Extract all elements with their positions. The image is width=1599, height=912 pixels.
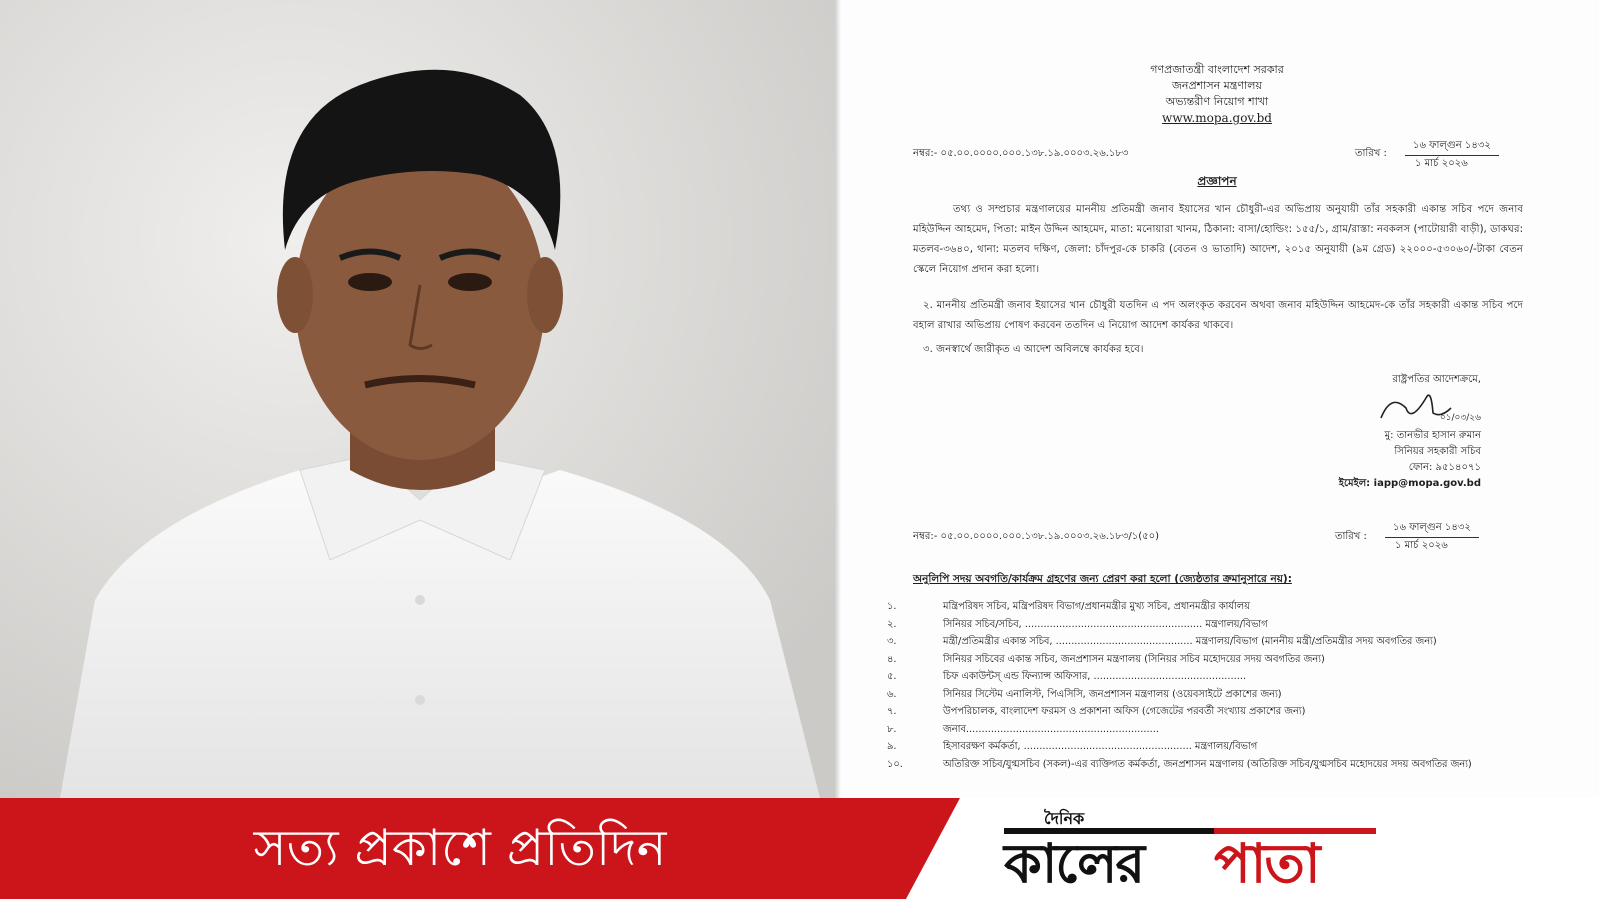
list-item: ১. মন্ত্রিপরিষদ সচিব, মন্ত্রিপরিষদ বিভাগ/প্রধানমন্ত্রীর মুখ্য সচিব, প্রধানমন্ত্রীর কার্যালয় [887,601,1250,612]
notice-title: প্রজ্ঞাপন [1197,174,1237,188]
signature-date: ০১/০৩/২৬ [1439,413,1481,423]
memo-number: নম্বর:- ০৫.০০.০০০০.০০০.১৩৮.১৯.০০০৩.২৬.১৮৩ [913,148,1129,159]
copy-list [887,598,1567,790]
list-item: ৯. হিসাবরক্ষণ কর্মকর্তা, ...................................................... মন্ত্রণালয়/বিভাগ [887,741,1258,752]
header-website: www.mopa.gov.bd [1162,111,1272,125]
date-bangla: ১৬ ফাল্গুন ১৪৩২ [1405,138,1499,156]
list-item: ৪. সিনিয়র সচিবের একান্ত সচিব, জনপ্রশাসন মন্ত্রণালয় (সিনিয়র সচিব মহোদয়ের সদয় অবগতির জন্য) [887,653,1325,665]
list-item: ৬. সিনিয়র সিস্টেম এনালিস্ট, পিএসিসি, জনপ্রশাসন মন্ত্রণালয় (ওয়েবসাইটে প্রকাশের জন্য) [887,688,1282,700]
date-gregorian-2: ১ মার্চ ২০২৬ [1395,540,1448,551]
copy-list-heading: অনুলিপি সদয় অবগতি/কার্যক্রম গ্রহণের জন্য প্রেরণ করা হলো (জ্যেষ্ঠতার ক্রমানুসারে নয়): [913,573,1292,585]
list-item: ৩. মন্ত্রী/প্রতিমন্ত্রীর একান্ত সচিব, ............................................ মন্ত্রণালয়/বিভাগ (মাননীয় মন্ত্রী/প্রতিমন্ত্রীর সদয় অবগতির জন্য) [887,636,1437,647]
memo-number-2: নম্বর:- ০৫.০০.০০০০.০০০.১৩৮.১৯.০০০৩.২৬.১৮৩/১(৫০) [913,531,1160,542]
government-notice-document [835,0,1599,798]
logo-small-text: দৈনিক [1044,809,1085,828]
list-item: ২. সিনিয়র সচিব/সচিব, ......................................................... মন্ত্রণালয়/বিভাগ [887,618,1268,630]
signatory-email: ইমেইল: iapp@mopa.gov.bd [1338,478,1481,489]
logo-part-1: কালের [1004,831,1144,895]
portrait-illustration [0,0,835,798]
signatory-phone: ফোন: ৯৫১৪০৭১ [1408,462,1481,473]
signatory-designation: সিনিয়র সহকারী সচিব [1394,446,1481,457]
paragraph-2: ২. মাননীয় প্রতিমন্ত্রী জনাব ইয়াসের খান চৌধুরী যতদিন এ পদ অলংকৃত করবেন অথবা জনাব মহিউদ্দিন আহমেদ-কে তাঁর সহকারী একান্ত সচিব পদে বহাল রাখার অভিপ্রায় পোষণ করবেন ততদিন এ নিয়োগ আদেশ কার্যকর থাকবে। [913,300,1523,331]
header-line-1: গণপ্রজাতন্ত্রী বাংলাদেশ সরকার [1150,63,1284,76]
logo-part-2: পাতা [1214,831,1319,895]
document-header [835,62,1599,126]
newspaper-logo [1004,806,1384,896]
date-label-2: তারিখ : [1335,531,1367,542]
paragraph-3: ৩. জনস্বার্থে জারীকৃত এ আদেশ অবিলম্বে কার্যকর হবে। [923,344,1144,355]
paragraph-1: তথ্য ও সম্প্রচার মন্ত্রণালয়ের মাননীয় প্রতিমন্ত্রী জনাব ইয়াসের খান চৌধুরী-এর অভিপ্রায় অনুযায়ী তাঁর সহকারী একান্ত সচিব পদে জনাব মহিউদ্দিন আহমেদ, পিতা: মাইন উদ্দিন আহমেদ, মাতা: মনোয়ারা খানম, ঠিকানা: বাসা/হোল্ডিং: ১৫৫/১, গ্রাম/রাস্তা: নবকলস (পাটোয়ারী বাড়ী), ডাকঘর: মতলব-৩৬৪০, থানা: মতলব দক্ষিণ, জেলা: চাঁদপুর-কে চাকরি (বেতন ও ভাতাদি) আদেশ, ২০১৫ অনুযায়ী (৯ম গ্রেড) ২২০০০-৫৩০৬০/-টাকা বেতন স্কেলে নিয়োগ প্রদান করা হলো। [913,204,1523,275]
portrait-photo [0,0,835,798]
list-item: ৮. জনাব.............................................................. [887,723,1159,735]
header-line-2: জনপ্রশাসন মন্ত্রণালয় [1172,79,1262,92]
list-item: ৫. চিফ একাউন্টস্ এন্ড ফিন্যান্স অফিসার, ................................................. [887,671,1247,682]
date-label: তারিখ : [1355,148,1387,159]
signatory-name: মু: তানভীর হাসান রুমান [1384,430,1481,441]
list-item: ৭. উপপরিচালক, বাংলাদেশ ফরমস ও প্রকাশনা অফিস (গেজেটের পরবর্তী সংখ্যায় প্রকাশের জন্য) [887,706,1306,717]
slogan-text: সত্য প্রকাশে প্রতিদিন [253,819,667,877]
date-bangla-2: ১৬ ফাল্গুন ১৪৩২ [1385,520,1479,538]
list-item: ১০. অতিরিক্ত সচিব/যুগ্মসচিব (সকল)-এর ব্যক্তিগত কর্মকর্তা, জনপ্রশাসন মন্ত্রণালয় (অতিরিক্ত সচিব/যুগ্মসচিব মহোদয়ের সদয় অবগতির জন্য) [887,758,1472,770]
header-line-3: অভ্যন্তরীণ নিয়োগ শাখা [1165,95,1269,108]
signature-mark [1339,388,1481,428]
date-gregorian: ১ মার্চ ২০২৬ [1415,158,1468,169]
order-line: রাষ্ট্রপতির আদেশক্রমে, [1392,374,1481,385]
signature-block [1339,372,1481,492]
